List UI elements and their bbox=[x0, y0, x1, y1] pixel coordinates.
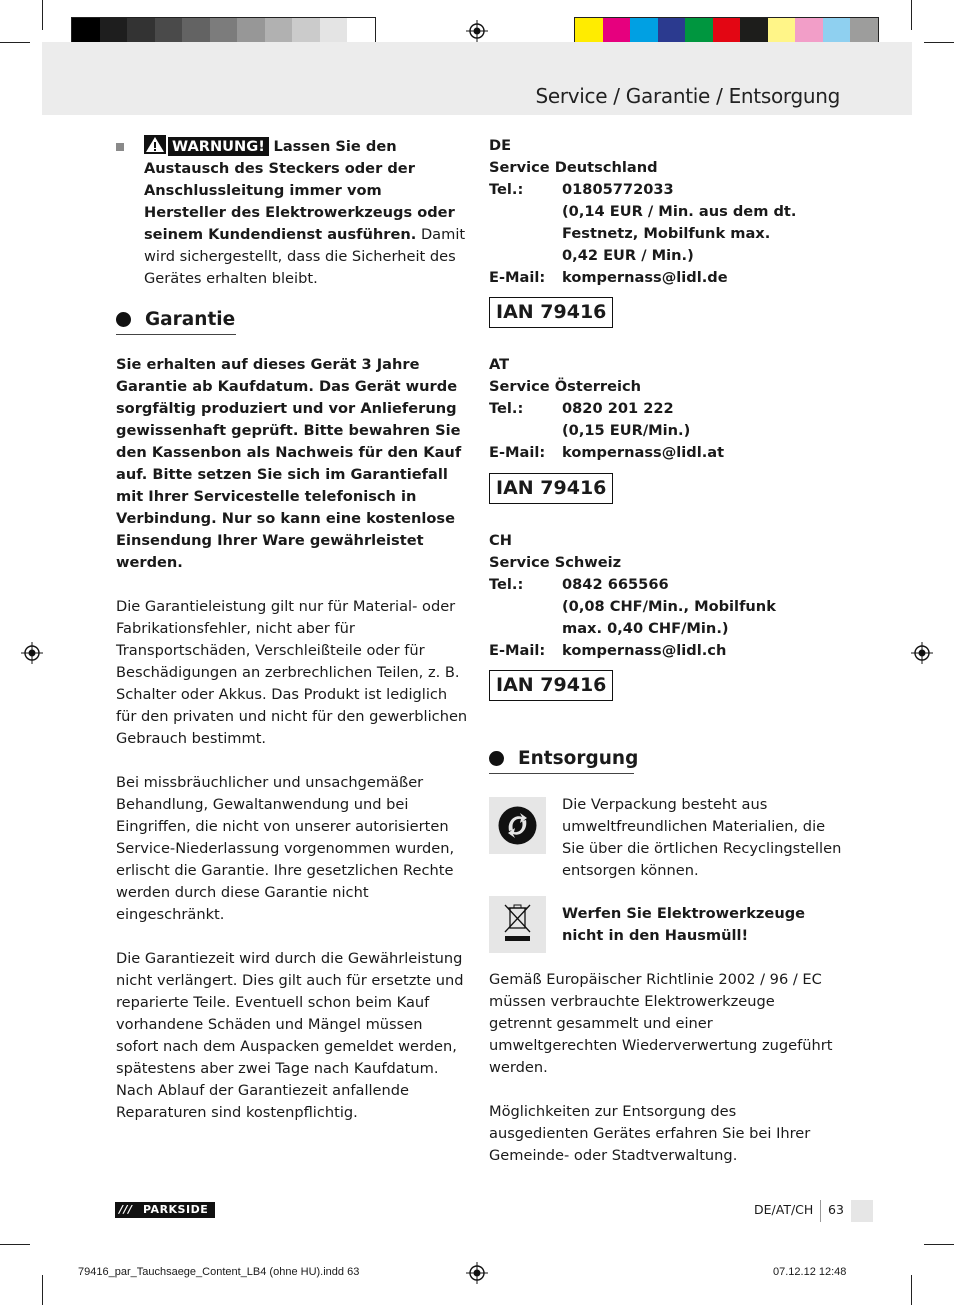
page-title: Service / Garantie / Entsorgung bbox=[535, 84, 840, 108]
email-label: E-Mail: bbox=[489, 444, 546, 461]
garantie-para-2: Bei missbräuchlicher und unsachgemäßer Behandlung, Gewaltanwendung und bei Eingriffen, die nicht von unserer autorisierten Service-Niederlassung vorgenommen wurden, erlischt die Garantie. Ihre gesetzlichen Rechte werden durch diese Garantie nicht eingeschränkt. bbox=[116, 774, 455, 923]
tel-label: Tel.: bbox=[489, 400, 524, 417]
service-country: AT bbox=[489, 356, 510, 373]
service-name: Service Schweiz bbox=[489, 554, 622, 571]
footer-gray-box bbox=[851, 1200, 873, 1222]
garantie-intro: Sie erhalten auf dieses Gerät 3 Jahre Garantie ab Kaufdatum. Das Gerät wurde sorgfältig produziert und vor Anlieferung gewissenhaft geprüft. Bitte bewahren Sie den Kassenbon als Nachweis für den Kauf auf. Bitte setzen Sie sich im Garantiefall mit Ihrer Servicestelle telefonisch in Verbindung. Nur so kann eine kostenlose Einsendung Ihrer Ware gewährleistet werden. bbox=[116, 356, 462, 571]
tel-number: 01805772033 bbox=[562, 181, 674, 198]
packaging-text: Die Verpackung besteht aus umweltfreundlichen Materialien, die Sie über die örtlichen Recyclingstellen entsorgen können. bbox=[562, 796, 842, 879]
email-label: E-Mail: bbox=[489, 269, 546, 286]
crop-mark bbox=[0, 42, 30, 43]
bullet-square bbox=[116, 143, 124, 151]
registration-mark-icon bbox=[466, 20, 488, 42]
garantie-heading bbox=[116, 309, 235, 330]
garantie-heading-text: Garantie bbox=[145, 309, 236, 330]
entsorgung-heading-text: Entsorgung bbox=[518, 748, 639, 769]
page-number: 63 bbox=[828, 1202, 844, 1217]
logo-brand: PARKSIDE bbox=[143, 1203, 209, 1216]
service-ch bbox=[489, 530, 839, 662]
ian-box-de: IAN 79416 bbox=[489, 297, 613, 328]
service-name: Service Deutschland bbox=[489, 159, 658, 176]
crop-mark bbox=[42, 1275, 43, 1305]
crop-mark bbox=[42, 0, 43, 30]
heading-underline bbox=[489, 773, 634, 774]
tel-number: 0842 665566 bbox=[562, 576, 669, 593]
service-country: DE bbox=[489, 137, 512, 154]
warning-triangle-icon bbox=[144, 135, 166, 154]
service-country: CH bbox=[489, 532, 512, 549]
crop-mark bbox=[911, 1275, 912, 1305]
email-label: E-Mail: bbox=[489, 642, 546, 659]
email-address: kompernass@lidl.at bbox=[562, 444, 725, 461]
directive-text: Gemäß Europäischer Richtlinie 2002 / 96 / EC müssen verbrauchte Elektrowerkzeuge getrennt gesammelt und einer umweltgerechten Wiederverwertung zugeführt werden. bbox=[489, 971, 833, 1076]
logo-slashes: /// bbox=[119, 1203, 133, 1216]
garantie-para-3: Die Garantiezeit wird durch die Gewährleistung nicht verlängert. Dies gilt auch für ersetzte und reparierte Teile. Eventuell schon beim Kauf vorhandene Schäden und Mängel müssen sofort nach dem Auspacken gemeldet werden, spätestens aber zwei Tage nach Kaufdatum. Nach Ablauf der Garantiezeit anfallende Reparaturen sind kostenpflichtig. bbox=[116, 950, 464, 1121]
warning-label: WARNUNG! bbox=[168, 137, 269, 156]
parkside-logo bbox=[115, 1202, 215, 1218]
crop-mark bbox=[0, 1244, 30, 1245]
registration-mark-icon bbox=[911, 642, 933, 664]
registration-mark-icon bbox=[466, 1262, 488, 1284]
green-dot-icon bbox=[489, 797, 546, 854]
crop-mark bbox=[911, 0, 912, 30]
bullet-dot-icon bbox=[116, 312, 131, 327]
ian-box-ch: IAN 79416 bbox=[489, 670, 613, 701]
ian-box-at: IAN 79416 bbox=[489, 473, 613, 504]
service-at bbox=[489, 354, 839, 464]
service-de bbox=[489, 135, 839, 289]
weee-text: Werfen Sie Elektrowerkzeuge nicht in den Hausmüll! bbox=[562, 905, 806, 944]
tel-number: 0820 201 222 bbox=[562, 400, 674, 417]
warning-block bbox=[144, 135, 468, 290]
print-file-info: 79416_par_Tauchsaege_Content_LB4 (ohne HU).indd 63 bbox=[78, 1266, 360, 1278]
tel-note: (0,08 CHF/Min., Mobilfunk max. 0,40 CHF/Min.) bbox=[562, 598, 776, 637]
warning-normal-text: Damit wird sichergestellt, dass die Sicherheit des Gerätes erhalten bleibt. bbox=[144, 226, 466, 287]
email-address: kompernass@lidl.ch bbox=[562, 642, 727, 659]
footer-language: DE/AT/CH bbox=[754, 1202, 814, 1217]
garantie-body bbox=[116, 354, 468, 1124]
service-name: Service Österreich bbox=[489, 378, 642, 395]
tel-note: (0,14 EUR / Min. aus dem dt. Festnetz, Mobilfunk max. 0,42 EUR / Min.) bbox=[562, 203, 797, 264]
disposal-text: Möglichkeiten zur Entsorgung des ausgedienten Gerätes erfahren Sie bei Ihrer Gemeinde- oder Stadtverwaltung. bbox=[489, 1103, 811, 1164]
crop-mark bbox=[924, 1244, 954, 1245]
garantie-para-1: Die Garantieleistung gilt nur für Material- oder Fabrikationsfehler, nicht aber für Transportschäden, Verschleißteile oder für Beschädigungen an zerbrechlichen Teilen, z. B. Schalter oder Akkus. Das Produkt ist lediglich für den privaten und nicht für den gewerblichen Gebrauch bestimmt. bbox=[116, 598, 468, 747]
entsorgung-body bbox=[489, 969, 834, 1167]
warning-bold-text: Lassen Sie den Austausch des Steckers oder der Anschlussleitung immer vom Hersteller des Elektrowerkzeugs oder seinem Kundendienst ausführen. bbox=[144, 138, 455, 243]
heading-underline bbox=[116, 334, 236, 335]
registration-mark-icon bbox=[21, 642, 43, 664]
tel-label: Tel.: bbox=[489, 181, 524, 198]
footer-divider bbox=[820, 1200, 821, 1222]
entsorgung-heading bbox=[489, 748, 638, 769]
bullet-dot-icon bbox=[489, 751, 504, 766]
email-address: kompernass@lidl.de bbox=[562, 269, 728, 286]
crossed-bin-icon bbox=[489, 896, 546, 953]
tel-note: (0,15 EUR/Min.) bbox=[562, 422, 691, 439]
crop-mark bbox=[924, 42, 954, 43]
print-date-info: 07.12.12 12:48 bbox=[773, 1266, 847, 1278]
tel-label: Tel.: bbox=[489, 576, 524, 593]
